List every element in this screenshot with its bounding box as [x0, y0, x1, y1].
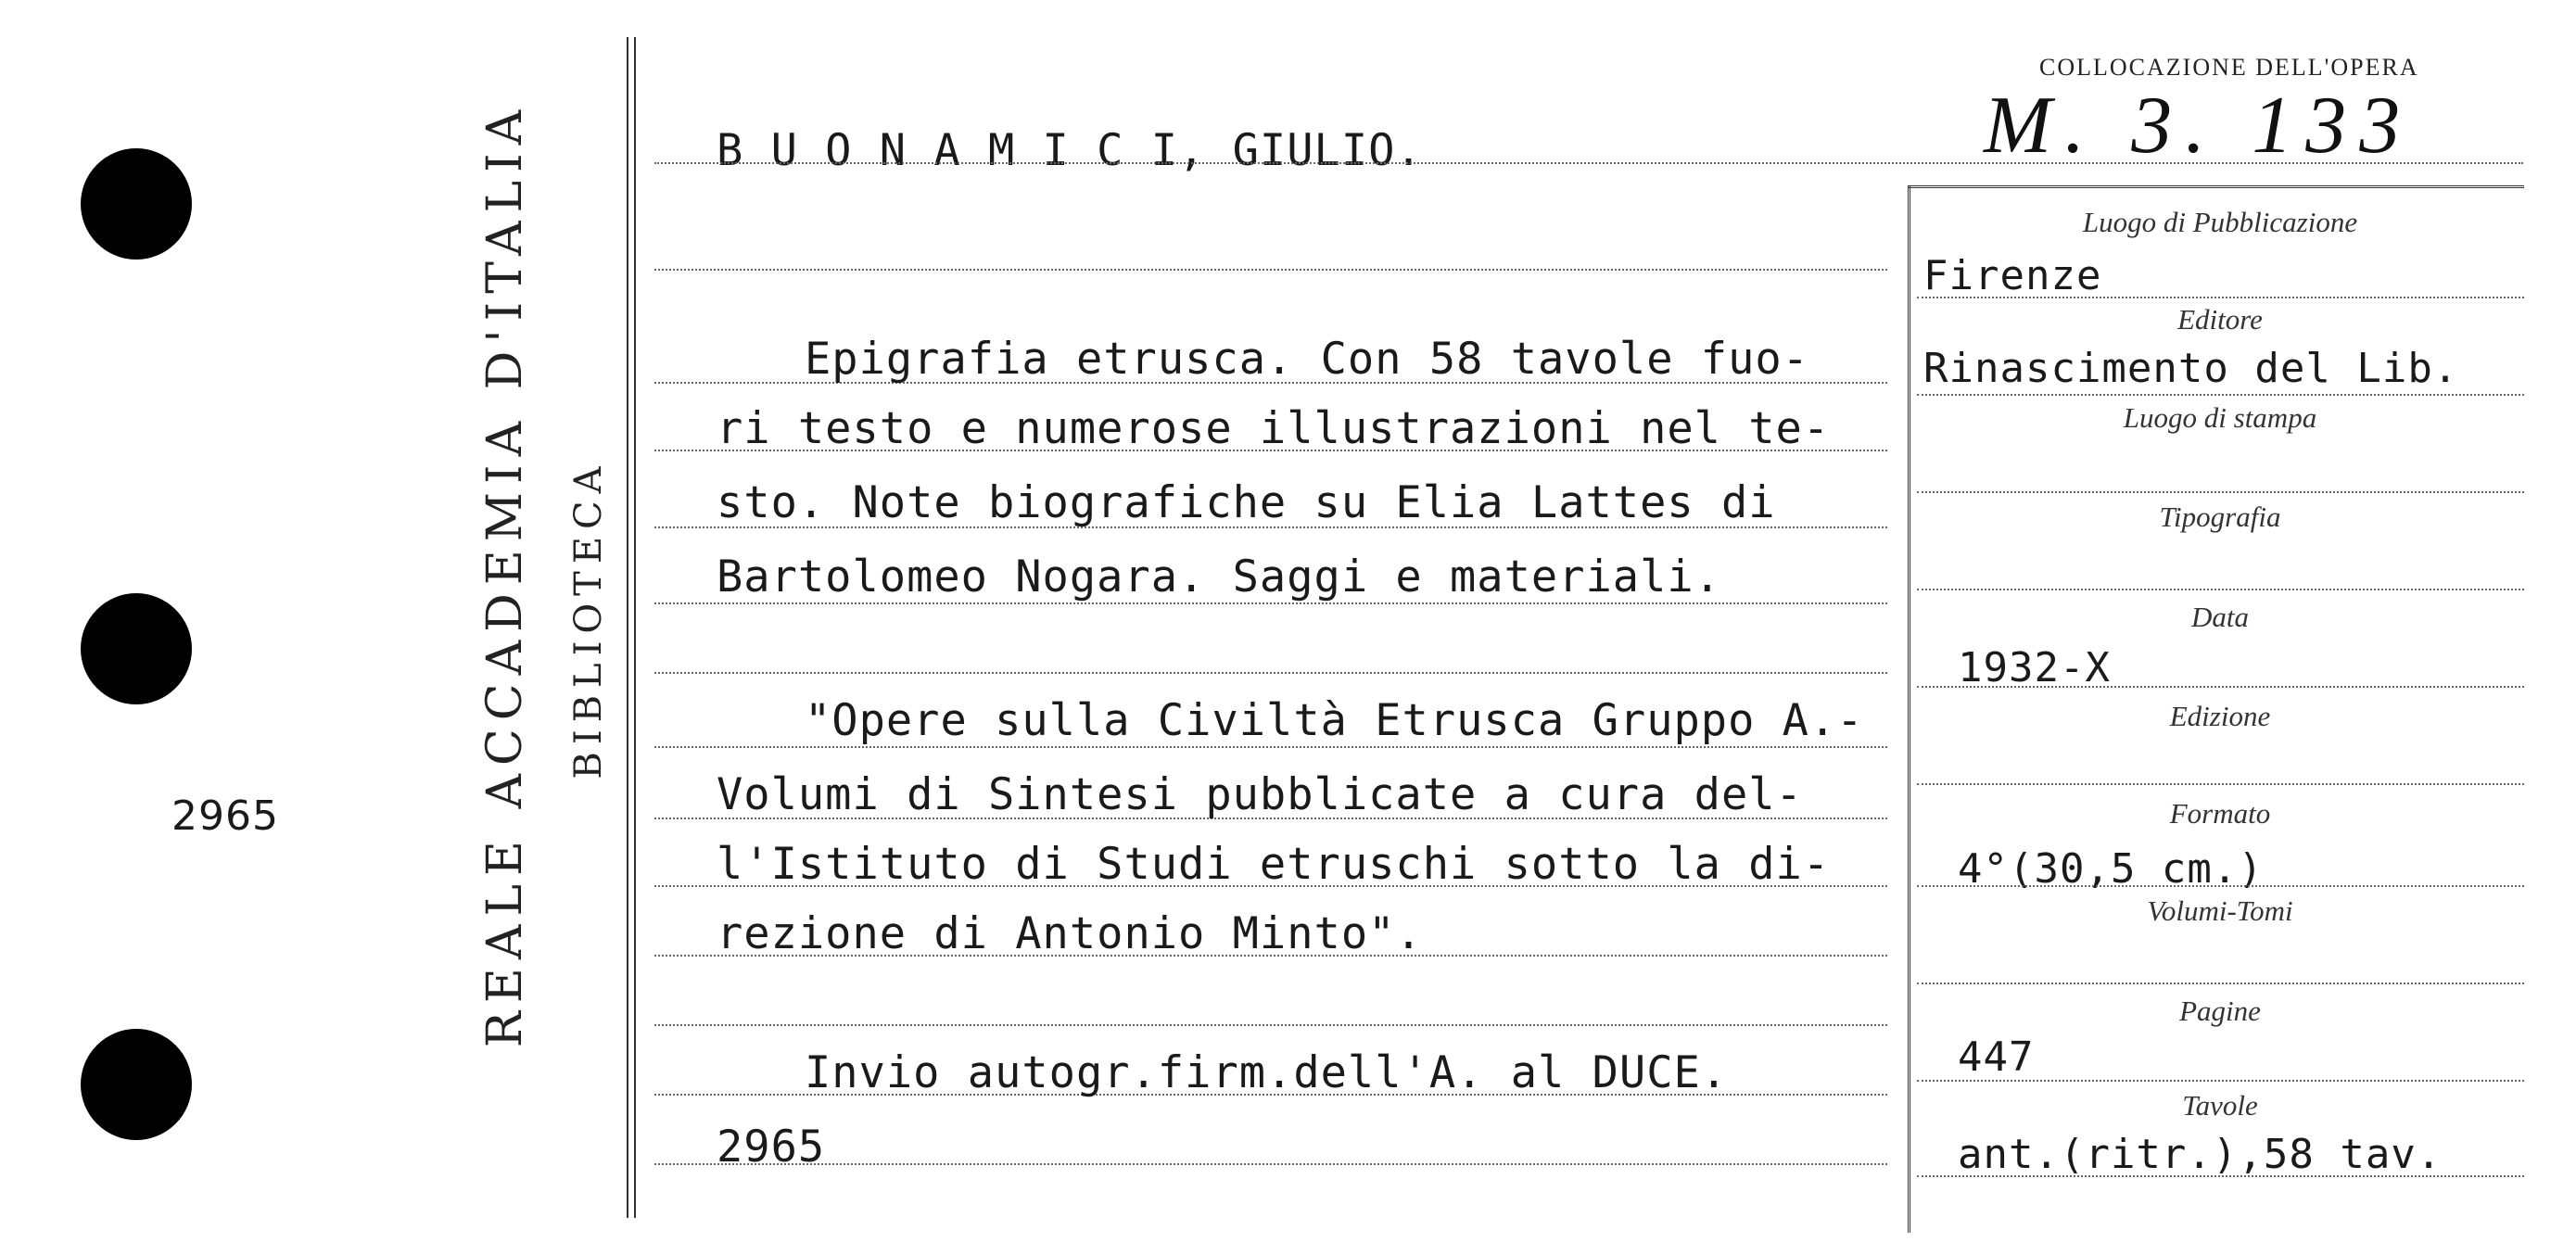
- field-value-place: Firenze: [1923, 252, 2102, 299]
- field-label-plates: Tavole: [2182, 1089, 2258, 1122]
- body-line-1: Epigrafia etrusca. Con 58 tavole fuo-: [805, 334, 1809, 385]
- ruled-line: [654, 602, 1887, 604]
- field-line: [1917, 1080, 2524, 1082]
- field-line: [1917, 589, 2524, 590]
- ruled-line: [654, 672, 1887, 674]
- body-line-9: Invio autogr.firm.dell'A. al DUCE.: [805, 1047, 1729, 1098]
- library-name: BIBLIOTECA: [567, 459, 610, 780]
- body-line-5: "Opere sulla Civiltà Etrusca Gruppo A.-: [805, 695, 1864, 746]
- field-line: [1917, 297, 2524, 298]
- field-line: [1917, 783, 2524, 785]
- body-line-6: Volumi di Sintesi pubblicate a cura del-: [717, 769, 1803, 820]
- field-line: [1917, 394, 2524, 396]
- field-label-date: Data: [2191, 601, 2249, 633]
- body-line-3: sto. Note biografiche su Elia Lattes di: [717, 477, 1776, 528]
- punch-hole-middle: [81, 593, 192, 704]
- collocation-header: COLLOCAZIONE DELL'OPERA: [2039, 54, 2419, 81]
- author-underline: [654, 162, 2523, 164]
- field-value-pages: 447: [1958, 1033, 2035, 1081]
- punch-hole-top: [81, 148, 192, 260]
- field-value-date: 1932-X: [1958, 644, 2111, 691]
- field-line: [1917, 491, 2524, 493]
- body-line-8: rezione di Antonio Minto".: [717, 908, 1423, 959]
- shelfmark: M. 3. 133: [1984, 81, 2414, 171]
- fields-box-left: [1908, 185, 1910, 1233]
- field-value-publisher: Rinascimento del Lib.: [1923, 345, 2459, 392]
- field-line: [1917, 885, 2524, 887]
- ruled-line: [654, 746, 1887, 748]
- field-label-print-place: Luogo di stampa: [2123, 401, 2317, 434]
- field-label-printer: Tipografia: [2159, 501, 2281, 533]
- field-value-format: 4°(30,5 cm.): [1958, 845, 2264, 893]
- ruled-line: [654, 1163, 1887, 1165]
- inventory-number: 2965: [717, 1122, 826, 1173]
- field-line: [1917, 1175, 2524, 1177]
- punch-hole-bottom: [81, 1029, 192, 1140]
- side-number: 2965: [171, 792, 279, 840]
- body-line-4: Bartolomeo Nogara. Saggi e materiali.: [717, 551, 1721, 602]
- field-line: [1917, 686, 2524, 688]
- body-line-7: l'Istituto di Studi etruschi sotto la di-: [717, 839, 1831, 890]
- body-line-2: ri testo e numerose illustrazioni nel te-: [717, 403, 1831, 454]
- field-line: [1917, 982, 2524, 984]
- field-value-plates: ant.(ritr.),58 tav.: [1958, 1131, 2443, 1178]
- ruled-line: [654, 269, 1887, 271]
- field-label-volumes: Volumi-Tomi: [2147, 894, 2293, 927]
- left-rule-2: [634, 37, 636, 1218]
- ruled-line: [654, 1024, 1887, 1026]
- fields-box-top: [1908, 185, 2524, 188]
- field-label-format: Formato: [2169, 797, 2271, 830]
- field-label-edition: Edizione: [2169, 700, 2271, 732]
- institution-name: REALE ACCADEMIA D'ITALIA: [477, 101, 533, 1048]
- field-label-publisher: Editore: [2177, 303, 2263, 336]
- field-label-pages: Pagine: [2179, 995, 2261, 1027]
- author-heading: B U O N A M I C I, GIULIO.: [717, 125, 1423, 176]
- left-rule-1: [627, 37, 628, 1218]
- field-label-place: Luogo di Pubblicazione: [2082, 206, 2358, 238]
